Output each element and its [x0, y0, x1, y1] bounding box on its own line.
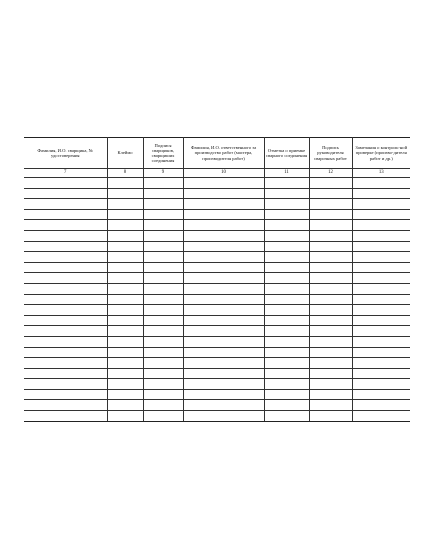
table-cell	[183, 178, 264, 189]
table-cell	[352, 400, 410, 411]
table-cell	[183, 305, 264, 316]
table-cell	[352, 389, 410, 400]
table-cell	[264, 315, 309, 326]
table-cell	[352, 305, 410, 316]
table-row	[24, 178, 410, 189]
table-cell	[264, 188, 309, 199]
table-cell	[309, 220, 352, 231]
table-cell	[24, 315, 107, 326]
col-number: 13	[352, 169, 410, 178]
table-cell	[309, 294, 352, 305]
table-row	[24, 411, 410, 422]
table-cell	[183, 220, 264, 231]
table-cell	[352, 347, 410, 358]
table-cell	[107, 283, 143, 294]
table-cell	[24, 368, 107, 379]
table-cell	[143, 389, 183, 400]
table-cell	[183, 230, 264, 241]
table-cell	[24, 188, 107, 199]
table-row	[24, 358, 410, 369]
table-cell	[183, 209, 264, 220]
table-cell	[107, 326, 143, 337]
table-cell	[352, 294, 410, 305]
table-cell	[143, 178, 183, 189]
table-cell	[309, 262, 352, 273]
table-row	[24, 389, 410, 400]
table-cell	[143, 209, 183, 220]
table-cell	[107, 379, 143, 390]
col-header-welder-signature: Подпися сварщиков, сварщиших соединения	[143, 138, 183, 169]
table-cell	[264, 230, 309, 241]
table-cell	[309, 400, 352, 411]
table-cell	[143, 326, 183, 337]
col-number: 10	[183, 169, 264, 178]
table-cell	[183, 368, 264, 379]
table-cell	[107, 315, 143, 326]
table-cell	[309, 199, 352, 210]
table-cell	[107, 252, 143, 263]
table-row	[24, 315, 410, 326]
table-cell	[24, 273, 107, 284]
table-cell	[143, 400, 183, 411]
column-number-row	[24, 169, 410, 178]
table-cell	[143, 188, 183, 199]
table-cell	[24, 379, 107, 390]
table-cell	[107, 199, 143, 210]
table-cell	[183, 273, 264, 284]
table-cell	[309, 273, 352, 284]
table-cell	[264, 294, 309, 305]
col-header-responsible-person: Фамилия, И.О. ответственного за производство работ (мастера, производителя работ)	[183, 138, 264, 169]
table-cell	[352, 358, 410, 369]
header-row	[24, 138, 410, 169]
table-cell	[352, 379, 410, 390]
table-cell	[264, 283, 309, 294]
journal-sheet	[24, 137, 410, 422]
table-cell	[107, 262, 143, 273]
table-cell	[24, 389, 107, 400]
table-cell	[183, 283, 264, 294]
table-cell	[352, 178, 410, 189]
col-number: 7	[24, 169, 107, 178]
table-cell	[143, 368, 183, 379]
table-cell	[107, 368, 143, 379]
table-cell	[309, 379, 352, 390]
table-cell	[183, 336, 264, 347]
table-cell	[183, 294, 264, 305]
table-cell	[183, 252, 264, 263]
table-cell	[143, 230, 183, 241]
table-cell	[143, 199, 183, 210]
table-cell	[264, 411, 309, 422]
table-cell	[309, 315, 352, 326]
table-cell	[309, 305, 352, 316]
table-row	[24, 305, 410, 316]
table-row	[24, 283, 410, 294]
table-row	[24, 199, 410, 210]
table-cell	[24, 283, 107, 294]
table-cell	[24, 241, 107, 252]
table-cell	[183, 411, 264, 422]
table-cell	[264, 262, 309, 273]
table-cell	[309, 252, 352, 263]
table-row	[24, 379, 410, 390]
table-row	[24, 347, 410, 358]
table-cell	[264, 347, 309, 358]
table-cell	[183, 347, 264, 358]
table-cell	[107, 220, 143, 231]
table-cell	[183, 389, 264, 400]
table-cell	[264, 305, 309, 316]
table-cell	[24, 220, 107, 231]
table-cell	[183, 262, 264, 273]
table-row	[24, 262, 410, 273]
table-cell	[143, 315, 183, 326]
table-cell	[352, 252, 410, 263]
table-cell	[107, 389, 143, 400]
table-cell	[107, 305, 143, 316]
table-cell	[352, 188, 410, 199]
table-cell	[352, 262, 410, 273]
table-cell	[107, 230, 143, 241]
table-cell	[264, 400, 309, 411]
table-cell	[352, 230, 410, 241]
table-cell	[143, 252, 183, 263]
table-cell	[143, 379, 183, 390]
table-cell	[143, 411, 183, 422]
col-header-acceptance-mark: Отметка о приемке сварного соединения	[264, 138, 309, 169]
table-cell	[24, 305, 107, 316]
table-row	[24, 326, 410, 337]
table-cell	[143, 305, 183, 316]
table-cell	[183, 199, 264, 210]
table-cell	[352, 368, 410, 379]
table-cell	[309, 209, 352, 220]
table-cell	[309, 283, 352, 294]
table-cell	[352, 220, 410, 231]
table-row	[24, 220, 410, 231]
table-cell	[352, 315, 410, 326]
table-cell	[352, 241, 410, 252]
table-cell	[309, 336, 352, 347]
table-cell	[309, 188, 352, 199]
table-cell	[107, 294, 143, 305]
table-cell	[183, 188, 264, 199]
table-cell	[24, 347, 107, 358]
col-header-welder-name: Фамилия, И.О. сварщика, № удостоверения	[24, 138, 107, 169]
col-header-manager-signature: Подпись руководителя сварочных работ	[309, 138, 352, 169]
table-cell	[352, 283, 410, 294]
table-cell	[264, 358, 309, 369]
welding-journal-table	[24, 137, 410, 422]
table-cell	[107, 178, 143, 189]
col-number: 11	[264, 169, 309, 178]
table-cell	[107, 336, 143, 347]
table-cell	[264, 379, 309, 390]
table-cell	[24, 411, 107, 422]
table-row	[24, 336, 410, 347]
table-cell	[24, 230, 107, 241]
table-row	[24, 230, 410, 241]
table-cell	[352, 411, 410, 422]
table-cell	[264, 178, 309, 189]
table-cell	[309, 241, 352, 252]
table-cell	[107, 241, 143, 252]
table-cell	[309, 389, 352, 400]
table-row	[24, 209, 410, 220]
col-number: 12	[309, 169, 352, 178]
table-cell	[143, 347, 183, 358]
table-cell	[24, 336, 107, 347]
table-cell	[352, 336, 410, 347]
table-cell	[24, 252, 107, 263]
table-cell	[183, 379, 264, 390]
table-cell	[107, 347, 143, 358]
table-row	[24, 241, 410, 252]
table-cell	[309, 178, 352, 189]
table-cell	[143, 294, 183, 305]
table-cell	[143, 220, 183, 231]
table-row	[24, 252, 410, 263]
table-cell	[143, 283, 183, 294]
table-cell	[264, 389, 309, 400]
table-cell	[183, 326, 264, 337]
table-cell	[143, 241, 183, 252]
table-cell	[143, 262, 183, 273]
table-cell	[24, 294, 107, 305]
table-cell	[143, 336, 183, 347]
table-cell	[183, 358, 264, 369]
col-number: 9	[143, 169, 183, 178]
table-row	[24, 294, 410, 305]
table-cell	[264, 241, 309, 252]
table-cell	[143, 358, 183, 369]
table-cell	[352, 273, 410, 284]
table-cell	[24, 199, 107, 210]
table-cell	[352, 199, 410, 210]
table-row	[24, 273, 410, 284]
table-cell	[143, 273, 183, 284]
table-cell	[183, 400, 264, 411]
table-cell	[309, 411, 352, 422]
table-cell	[24, 178, 107, 189]
col-header-control-remarks: Замечания о контроль-ной проверке (произво-дителя работ и др.)	[352, 138, 410, 169]
table-cell	[183, 241, 264, 252]
table-cell	[107, 209, 143, 220]
table-cell	[264, 368, 309, 379]
table-cell	[24, 209, 107, 220]
table-cell	[264, 252, 309, 263]
table-cell	[309, 230, 352, 241]
col-header-stamp: Клеймо	[107, 138, 143, 169]
table-cell	[24, 358, 107, 369]
table-cell	[264, 336, 309, 347]
table-cell	[352, 209, 410, 220]
table-cell	[264, 199, 309, 210]
table-cell	[264, 220, 309, 231]
table-cell	[183, 315, 264, 326]
table-row	[24, 368, 410, 379]
table-cell	[24, 262, 107, 273]
table-cell	[107, 411, 143, 422]
table-cell	[107, 188, 143, 199]
table-cell	[264, 326, 309, 337]
table-cell	[309, 368, 352, 379]
table-cell	[264, 209, 309, 220]
table-cell	[309, 358, 352, 369]
table-cell	[107, 358, 143, 369]
table-cell	[107, 273, 143, 284]
table-cell	[352, 326, 410, 337]
table-row	[24, 188, 410, 199]
table-cell	[309, 347, 352, 358]
table-cell	[309, 326, 352, 337]
table-cell	[264, 273, 309, 284]
col-number: 8	[107, 169, 143, 178]
table-row	[24, 400, 410, 411]
table-cell	[24, 326, 107, 337]
table-cell	[107, 400, 143, 411]
table-cell	[24, 400, 107, 411]
